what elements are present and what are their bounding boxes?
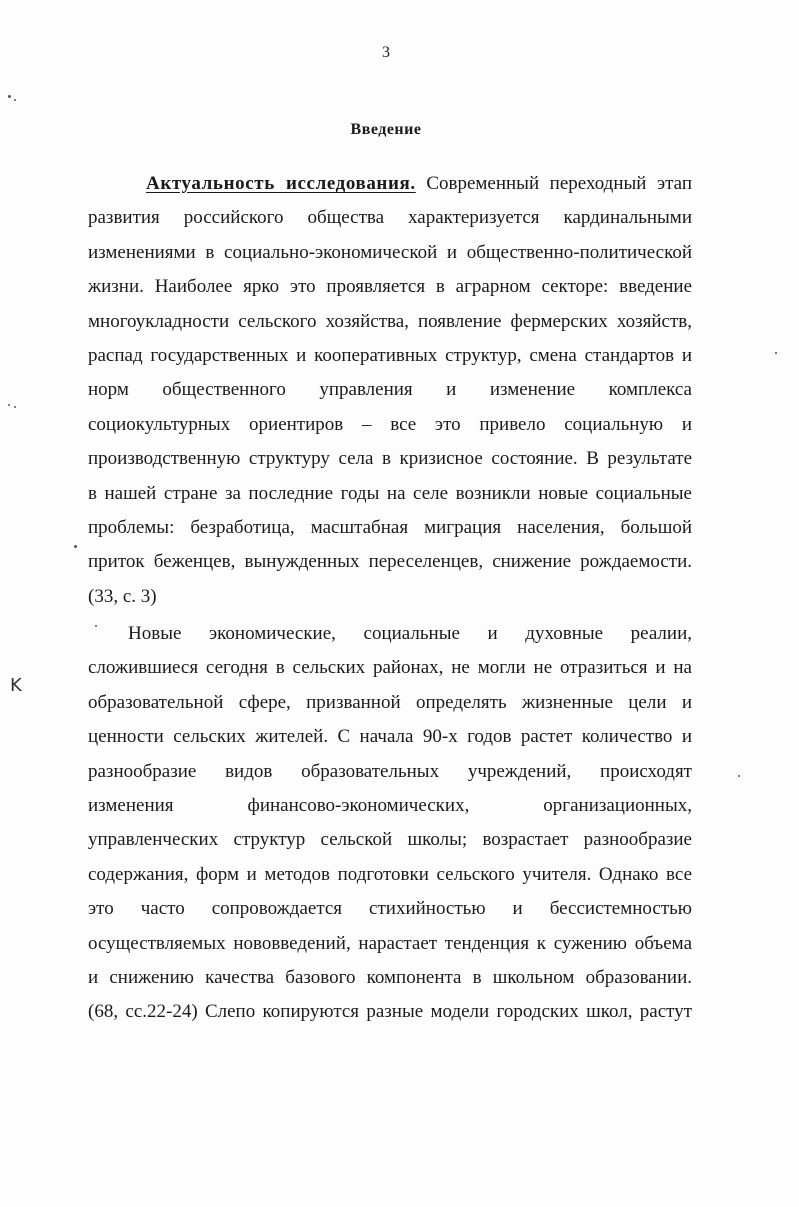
paragraph-line: развития российского общества характеризуется кардинальными	[88, 207, 692, 229]
paragraph-line: это часто сопровождается стихийностью и бессистемностью	[88, 898, 692, 920]
page-number: 3	[382, 44, 390, 61]
paragraph-line: содержания, форм и методов подготовки сельского учителя. Однако все	[88, 863, 692, 885]
paragraph-line: проблемы: безработица, масштабная миграция населения, большой	[88, 517, 692, 539]
paragraph-line: Актуальность исследования. Современный переходный этап	[146, 173, 693, 194]
paragraph-line: сложившиеся сегодня в сельских районах, не могли не отразиться и на	[88, 657, 692, 679]
paragraph-line: изменениями в социально-экономической и общественно-политической	[88, 241, 692, 263]
scan-speck	[738, 775, 740, 777]
scan-speck	[8, 404, 10, 406]
paragraph-line: жизни. Наиболее ярко это проявляется в аграрном секторе: введение	[88, 276, 692, 298]
paragraph-line: управленческих структур сельской школы; возрастает разнообразие	[88, 829, 692, 851]
scan-speck	[14, 406, 16, 408]
paragraph-line: ценности сельских жителей. С начала 90-х годов растет количество и	[88, 726, 692, 748]
paragraph-line: многоукладности сельского хозяйства, появление фермерских хозяйств,	[88, 310, 692, 332]
scan-speck	[95, 625, 97, 627]
paragraph-line: приток беженцев, вынужденных переселенцев, снижение рождаемости.	[88, 551, 692, 573]
paragraph-line: и снижению качества базового компонента в школьном образовании.	[88, 967, 692, 989]
paragraph-line: изменения финансово-экономических, организационных,	[88, 795, 692, 817]
scan-speck	[775, 352, 777, 354]
paragraph-line: норм общественного управления и изменение комплекса	[88, 379, 692, 401]
citation: (33, с. 3)	[88, 585, 157, 607]
paragraph-line: образовательной сфере, призванной определять жизненные цели и	[88, 691, 692, 713]
section-heading: Введение	[350, 121, 422, 138]
paragraph-line: социокультурных ориентиров – все это привело социальную и	[88, 413, 692, 435]
paragraph-line: Новые экономические, социальные и духовные реалии,	[128, 623, 692, 644]
relevance-lead: Актуальность исследования.	[146, 173, 416, 194]
paragraph-line: в нашей стране за последние годы на селе возникли новые социальные	[88, 482, 692, 504]
scan-speck	[8, 95, 11, 98]
paragraph-relevance	[88, 167, 692, 614]
paragraph-line: производственную структуру села в кризисное состояние. В результате	[88, 448, 692, 470]
paragraph-line: распад государственных и кооперативных структур, смена стандартов и	[88, 345, 692, 367]
paragraph-education	[88, 617, 692, 1030]
paragraph-line: (68, сс.22-24) Слепо копируются разные модели городских школ, растут	[88, 1001, 692, 1023]
scan-speck	[74, 545, 77, 548]
paragraph-line: осуществляемых нововведений, нарастает тенденция к сужению объема	[88, 932, 692, 954]
margin-mark: K	[10, 675, 22, 696]
scan-speck	[14, 99, 16, 101]
paragraph-line: разнообразие видов образовательных учреждений, происходят	[88, 760, 692, 782]
